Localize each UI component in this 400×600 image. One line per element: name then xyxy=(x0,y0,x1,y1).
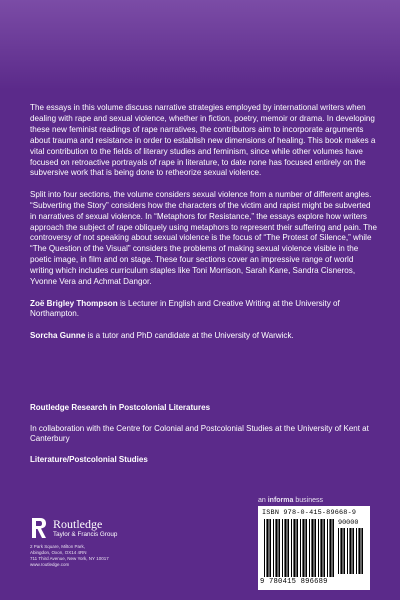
informa-business-line xyxy=(258,497,323,504)
blurb-paragraph-1: The essays in this volume discuss narrative strategies employed by international writers when dealing with rape and sexual violence, whether in fiction, poetry, memoir or drama. In developing these new feminist readings of rape narratives, the contributors aim to incorporate arguments about trauma and resistance in order to establish new dimensions of healing. This book makes a vital contribution to the fields of literary studies and feminism, since while other volumes have focused on retroactive portrayals of rape in literature, to date none has focused entirely on the subversive work that is being done to retheorize sexual violence. xyxy=(30,103,376,178)
series-info xyxy=(30,403,378,475)
informa-suffix: business xyxy=(293,497,323,504)
editor-name-1: Zoë Brigley Thompson xyxy=(30,298,118,308)
isbn-barcode xyxy=(258,506,370,590)
editor-bio-2 xyxy=(30,331,378,342)
ean-digits: 9 780415 896689 xyxy=(260,578,328,586)
editor-name-2: Sorcha Gunne xyxy=(30,330,86,340)
blurb-paragraph-2: Split into four sections, the volume considers sexual violence from a number of different angles. “Subverting the Story” considers how the characters of the victim and rapist might be subverted in narratives of sexual violence. In “Metaphors for Resistance,” the essays explore how writers approach the subject of rape obliquely using metaphors to represent their suffering and pain. The controversy of not speaking about sexual violence is the focus of “The Protest of Silence,” while “The Question of the Visual” considers the problems of making sexual violence visible in the poetic image, in film and on stage. These four sections cover an impressive range of world writing which includes curriculum staples like Toni Morrison, Sarah Kane, Sandra Cisneros, Yvonne Vera and Achmat Dangor. xyxy=(30,189,378,287)
editor-bio-1 xyxy=(30,299,378,321)
isbn-label: ISBN 978-0-415-89668-9 xyxy=(262,509,357,517)
informa-brand: informa xyxy=(267,497,294,504)
publisher-group: Taylor & Francis Group xyxy=(53,530,118,538)
publisher-address xyxy=(30,544,170,568)
subject-category: Literature/Postcolonial Studies xyxy=(30,454,148,464)
informa-prefix: an xyxy=(258,497,268,504)
address-line: www.routledge.com xyxy=(30,562,70,567)
series-name: Routledge Research in Postcolonial Literatures xyxy=(30,403,211,412)
series-collaboration: In collaboration with the Centre for Colonial and Postcolonial Studies at the University of Kent at Canterbury xyxy=(30,423,369,443)
address-line: 2 Park Square, Milton Park, xyxy=(30,544,86,549)
blurb xyxy=(30,103,378,352)
routledge-logo-icon xyxy=(30,517,48,539)
top-gradient-band xyxy=(0,0,400,90)
editor-bio-text-1: is Lecturer in English and Creative Writing at the University of Northampton. xyxy=(30,298,340,319)
price-code: 90000 xyxy=(338,519,359,527)
ean-barcode-bars xyxy=(264,519,336,577)
publisher-block xyxy=(30,517,170,568)
editor-bio-text-2: is a tutor and PhD candidate at the University of Warwick. xyxy=(85,330,294,340)
address-line: 711 Third Avenue, New York, NY 10017 xyxy=(30,556,109,561)
address-line: Abingdon, Oxon, OX14 4RN xyxy=(30,550,87,555)
addon-barcode-bars xyxy=(338,528,366,574)
publisher-name: Routledge xyxy=(53,516,103,531)
